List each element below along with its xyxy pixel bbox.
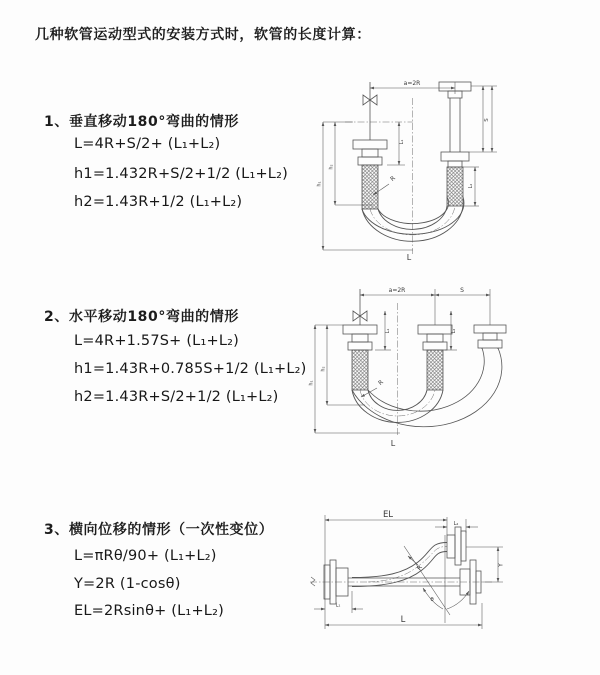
d3-label-l1: L₁ <box>335 602 341 609</box>
d2-label-h2: h₂ <box>320 366 327 372</box>
d3-upper-flange <box>447 527 466 565</box>
d1-label-l2: L₂ <box>468 183 474 189</box>
section-2-formula-h1: h1=1.43R+0.785S+1/2 (L₁+L₂) <box>74 361 307 377</box>
d1-right-pipe <box>439 82 471 206</box>
section-3-formula-Y: Y=2R (1-cosθ) <box>74 576 181 592</box>
d1-label-a2r: a=2R <box>403 80 421 87</box>
section-3-heading: 3、横向位移的情形（一次性变位） <box>44 522 274 538</box>
d2-dimensions <box>315 289 490 433</box>
section-1-formula-L: L=4R+S/2+ (L₁+L₂) <box>74 136 221 152</box>
section-1-formula-h2: h2=1.43R+1/2 (L₁+L₂) <box>74 194 243 210</box>
section-2-formula-L: L=4R+1.57S+ (L₁+L₂) <box>74 333 239 349</box>
d3-angle-construction <box>404 535 469 623</box>
d1-dimensions <box>323 82 497 250</box>
d3-label-el: EL <box>382 510 394 520</box>
d2-label-l: L <box>390 439 396 448</box>
diagram-vertical-movement <box>313 72 528 262</box>
d3-label-theta: θ <box>430 597 434 603</box>
section-3-formula-L: L=πRθ/90+ (L₁+L₂) <box>74 548 217 564</box>
d3-label-y: Y <box>497 563 505 567</box>
section-2-heading: 2、水平移动180°弯曲的情形 <box>44 309 239 325</box>
section-2-formula-h2: h2=1.43R+S/2+1/2 (L₁+L₂) <box>74 389 279 405</box>
d1-valve-icon <box>363 82 377 140</box>
d3-dimensions <box>311 515 503 629</box>
d2-label-s: S <box>460 287 464 294</box>
d3-hose-curve <box>352 543 447 587</box>
d3-label-l2: L₂ <box>453 521 459 527</box>
section-3-formula-EL: EL=2Rsinθ+ (L₁+L₂) <box>74 603 224 619</box>
d3-label-l: L <box>400 615 406 625</box>
d2-label-r: R <box>377 378 385 387</box>
d1-label-h1: h₁ <box>316 181 323 187</box>
d2-label-h1: h₁ <box>308 380 315 386</box>
d1-label-r: R <box>389 174 397 183</box>
d1-label-l1: L₁ <box>399 139 405 145</box>
section-1-formula-h1: h1=1.432R+S/2+1/2 (L₁+L₂) <box>74 166 288 182</box>
d2-label-a2r: a=2R <box>388 287 406 294</box>
section-1-heading: 1、垂直移动180°弯曲的情形 <box>44 114 239 130</box>
d1-left-pipe <box>353 140 387 209</box>
d1-centerlines <box>345 98 455 254</box>
d2-label-l2: L₂ <box>451 328 457 334</box>
d1-label-h2: h₂ <box>328 164 335 170</box>
d3-label-r: R <box>415 564 424 572</box>
diagram-horizontal-movement <box>305 283 540 468</box>
d2-valve-icon <box>353 289 367 325</box>
diagram-lateral-displacement <box>308 505 513 650</box>
d2-right-pipe-moved <box>474 325 506 349</box>
d1-label-s: S <box>484 118 490 122</box>
d1-label-l: L <box>406 253 412 262</box>
d2-left-pipe <box>343 325 377 390</box>
page-title: 几种软管运动型式的安装方式时，软管的长度计算： <box>35 27 371 43</box>
d2-middle-pipe <box>418 325 452 390</box>
d2-label-l1: L₁ <box>385 328 391 334</box>
